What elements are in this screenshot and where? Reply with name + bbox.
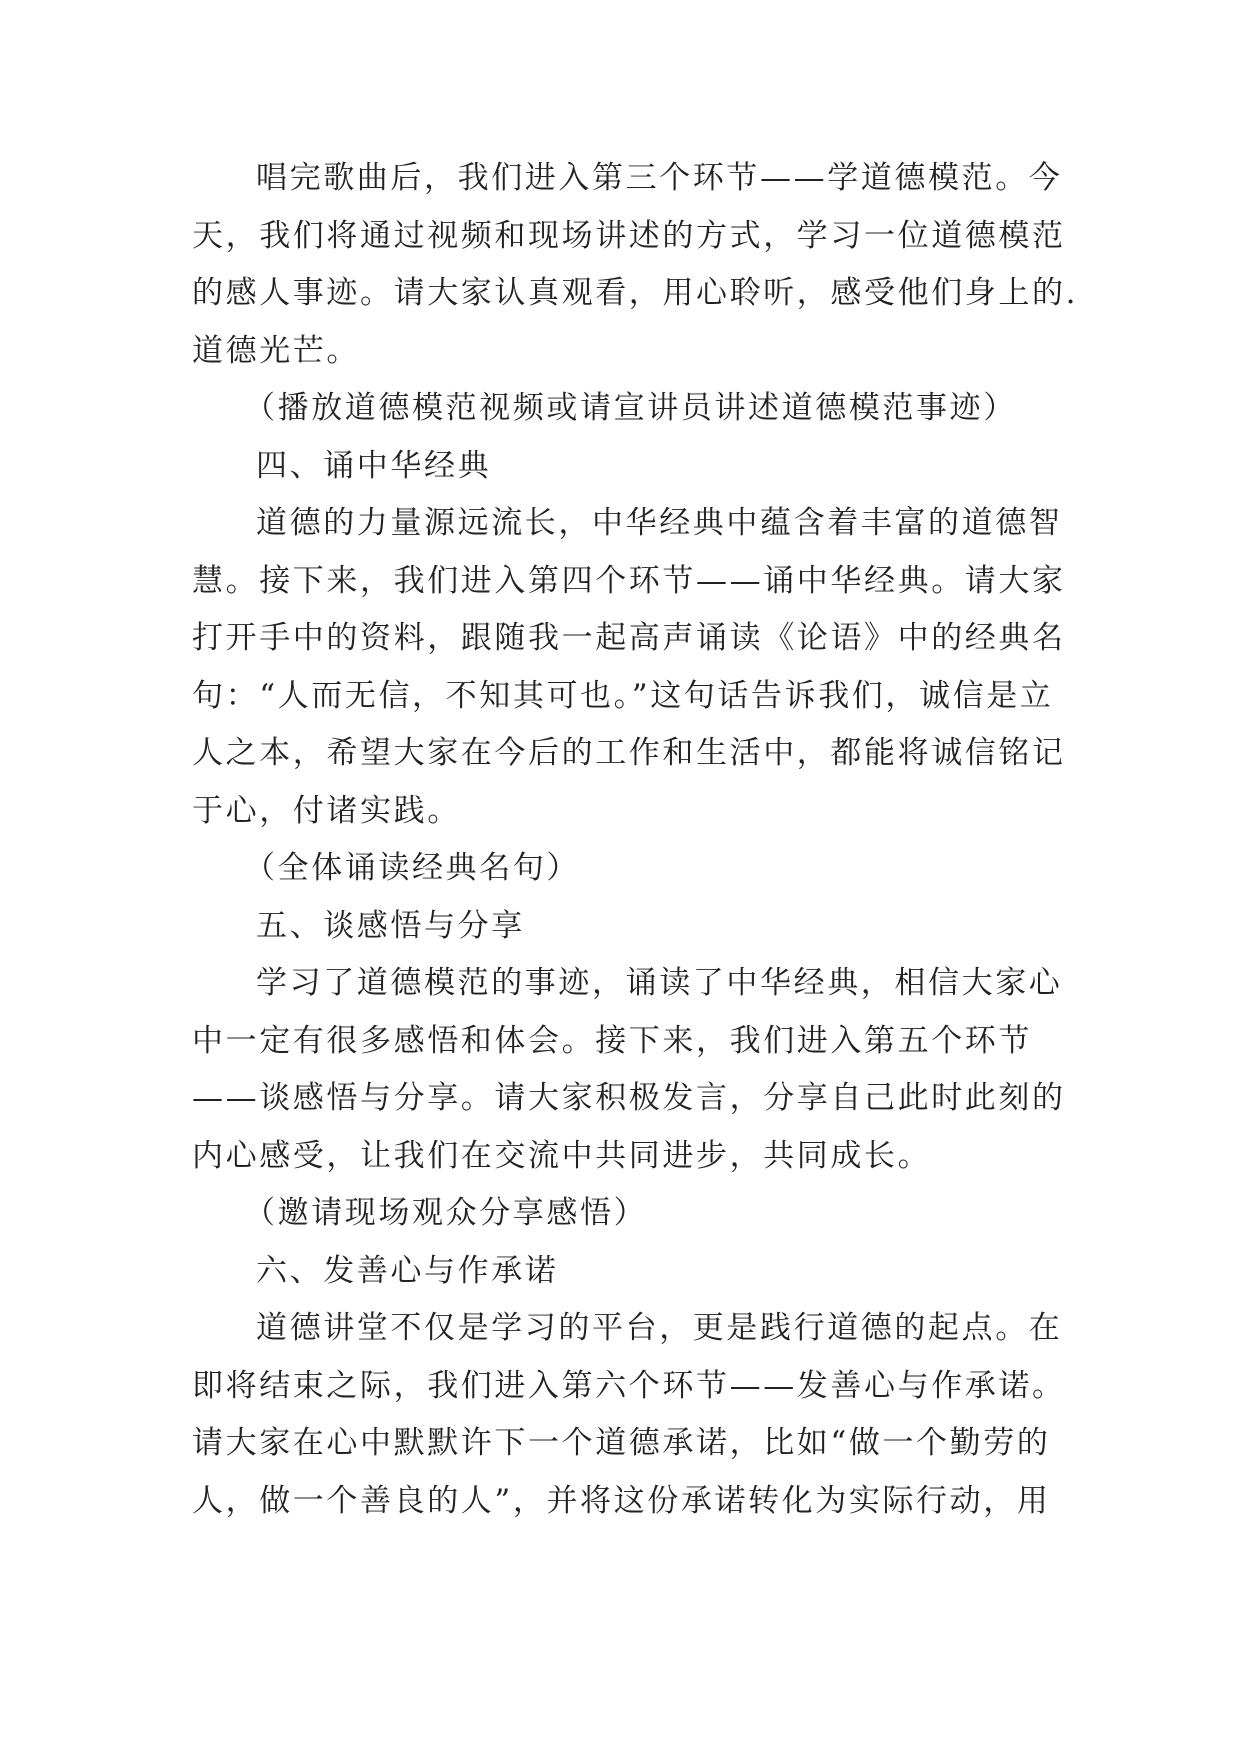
- text-line: 五、谈感悟与分享: [256, 907, 525, 944]
- text-line: 人，做一个善良的人”，并将这份承诺转化为实际行动，用: [192, 1482, 1051, 1519]
- text-line: （全体诵读经典名句）: [244, 850, 580, 886]
- text-line: 打开手中的资料，跟随我一起高声诵读《论语》中的经典名: [192, 620, 1066, 656]
- text-line: 道德讲堂不仅是学习的平台，更是践行道德的起点。在: [256, 1310, 1063, 1346]
- text-line: 内心感受，让我们在交流中共同进步，共同成长。: [192, 1137, 932, 1174]
- text-line: 请大家在心中默默许下一个道德承诺，比如“做一个勤劳的: [192, 1425, 1051, 1461]
- text-line: 道德的力量源远流长，中华经典中蕴含着丰富的道德智: [256, 505, 1063, 541]
- text-line: （播放道德模范视频或请宣讲员讲述道德模范事迹）: [244, 390, 1017, 426]
- text-line: （邀请现场观众分享感悟）: [244, 1195, 648, 1231]
- text-line: 四、诵中华经典: [256, 447, 492, 484]
- text-line: 六、发善心与作承诺: [256, 1252, 559, 1289]
- text-line: 学习了道德模范的事迹，诵读了中华经典，相信大家心: [256, 965, 1063, 1001]
- text-line: 唱完歌曲后，我们进入第三个环节——学道德模范。今: [256, 160, 1063, 196]
- text-line: 的感人事迹。请大家认真观看，用心聆听，感受他们身上的.: [192, 275, 1079, 311]
- text-line: 中一定有很多感悟和体会。接下来，我们进入第五个环节: [192, 1022, 1032, 1059]
- text-line: 天，我们将通过视频和现场讲述的方式，学习一位道德模范: [192, 217, 1066, 254]
- text-line: 慧。接下来，我们进入第四个环节——诵中华经典。请大家: [192, 562, 1066, 599]
- text-line: 人之本，希望大家在今后的工作和生活中，都能将诚信铭记: [192, 735, 1066, 771]
- text-line: 道德光芒。: [192, 332, 360, 369]
- text-line: ——谈感悟与分享。请大家积极发言，分享自己此时此刻的: [192, 1080, 1066, 1116]
- text-line: 句：“人而无信，不知其可也。”这句话告诉我们，诚信是立: [192, 677, 1054, 714]
- document-body: [192, 150, 1079, 1530]
- text-line: 即将结束之际，我们进入第六个环节——发善心与作承诺。: [192, 1367, 1066, 1404]
- text-line: 于心，付诸实践。: [192, 792, 461, 829]
